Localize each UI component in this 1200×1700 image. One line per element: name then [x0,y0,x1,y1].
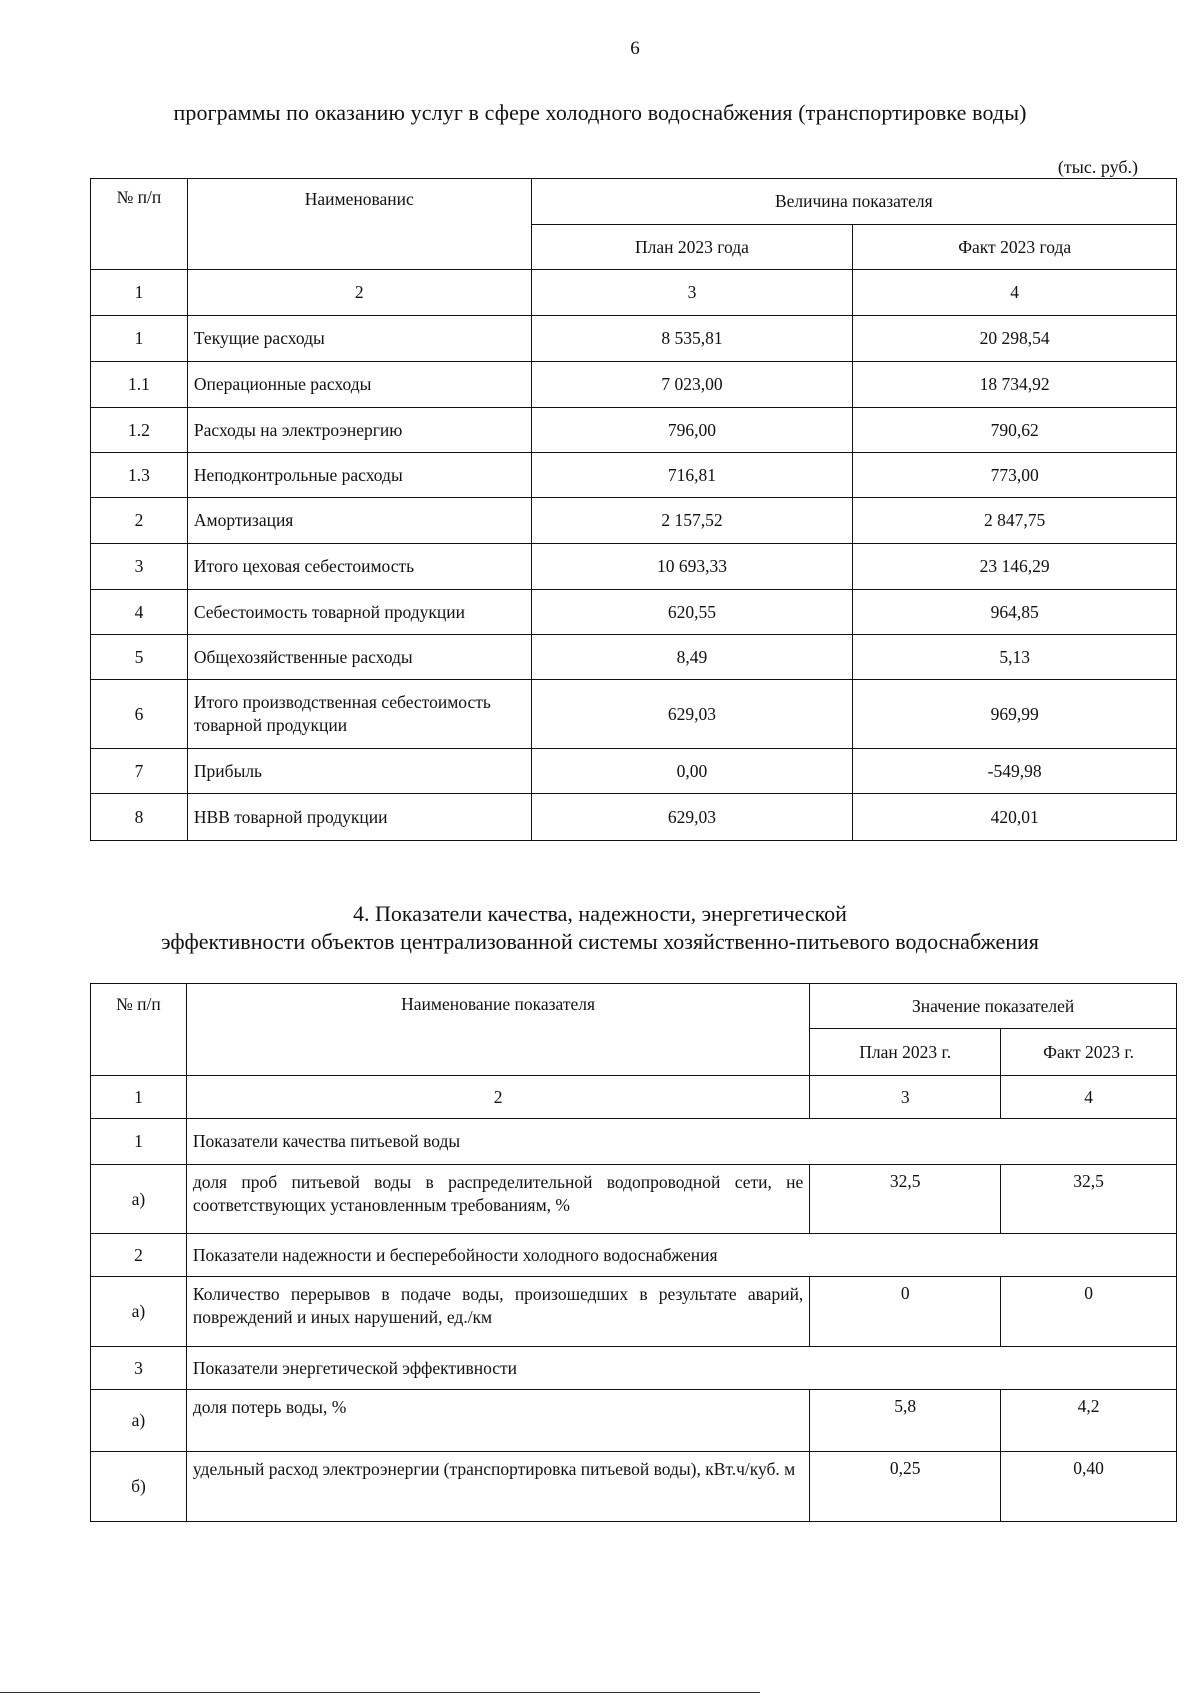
col-number: 4 [1001,1076,1177,1119]
row-plan: 0,25 [810,1452,1001,1522]
row-fact: 790,62 [853,408,1177,453]
row-num: а) [91,1165,187,1234]
table-header-row [91,984,1177,1029]
section-num: 1 [91,1119,187,1165]
section-title: Показатели качества питьевой воды [186,1119,1176,1165]
quality-indicators-table [90,983,1177,1522]
row-name: Неподконтрольные расходы [187,453,531,498]
row-name: Расходы на электроэнергию [187,408,531,453]
row-plan: 620,55 [531,590,853,635]
col-number: 1 [91,270,188,316]
header-name: Наименование показателя [186,984,809,1076]
row-num: 8 [91,794,188,841]
section4-heading-line2: эффективности объектов централизованной системы хозяйственно-питьевого водоснабжения [161,929,1039,954]
table-header-row [91,179,1177,225]
row-num: 5 [91,635,188,680]
row-plan: 0 [810,1277,1001,1347]
row-num: а) [91,1277,187,1347]
row-name: Итого производственная себестоимость товарной продукции [187,680,531,749]
col-number: 3 [531,270,853,316]
row-num: 7 [91,749,188,794]
row-name: Общехозяйственные расходы [187,635,531,680]
row-plan: 0,00 [531,749,853,794]
row-plan: 7 023,00 [531,362,853,408]
section-row [91,1119,1177,1165]
row-name: Итого цеховая себестоимость [187,544,531,590]
row-num: 1.1 [91,362,188,408]
table-row [91,1452,1177,1522]
header-group: Значение показателей [810,984,1177,1029]
section-row [91,1234,1177,1277]
table-row [91,316,1177,362]
table-row [91,1277,1177,1347]
row-name: Текущие расходы [187,316,531,362]
section-title: Показатели энергетической эффективности [186,1347,1176,1390]
row-num: 2 [91,498,188,544]
row-name: Прибыль [187,749,531,794]
row-plan: 796,00 [531,408,853,453]
section4-heading [0,900,1200,956]
table1-heading: программы по оказанию услуг в сфере холодного водоснабжения (транспортировке воды) [173,100,1027,125]
row-fact: -549,98 [853,749,1177,794]
row-fact: 0 [1001,1277,1177,1347]
row-num: 1 [91,316,188,362]
row-fact: 4,2 [1001,1390,1177,1452]
row-fact: 773,00 [853,453,1177,498]
table-row [91,498,1177,544]
col-number: 1 [91,1076,187,1119]
row-plan: 8,49 [531,635,853,680]
col-number: 4 [853,270,1177,316]
row-plan: 8 535,81 [531,316,853,362]
row-fact: 0,40 [1001,1452,1177,1522]
table-row [91,453,1177,498]
row-fact: 32,5 [1001,1165,1177,1234]
row-fact: 2 847,75 [853,498,1177,544]
col-number: 2 [186,1076,809,1119]
column-number-row [91,1076,1177,1119]
row-name: доля проб питьевой воды в распределительной водопроводной сети, не соответствующих установленным требованиям, % [186,1165,809,1234]
table-row [91,794,1177,841]
row-plan: 32,5 [810,1165,1001,1234]
row-fact: 964,85 [853,590,1177,635]
row-fact: 20 298,54 [853,316,1177,362]
table-row [91,680,1177,749]
section-num: 3 [91,1347,187,1390]
table-row [91,544,1177,590]
row-name: Себестоимость товарной продукции [187,590,531,635]
row-fact: 23 146,29 [853,544,1177,590]
row-fact: 420,01 [853,794,1177,841]
section-title: Показатели надежности и бесперебойности холодного водоснабжения [186,1234,1176,1277]
header-plan: План 2023 года [531,225,853,270]
page-number: 6 [630,38,640,59]
header-group: Величина показателя [531,179,1176,225]
row-name: Операционные расходы [187,362,531,408]
table-row [91,1390,1177,1452]
section-row [91,1347,1177,1390]
header-fact: Факт 2023 г. [1001,1029,1177,1076]
row-plan: 629,03 [531,794,853,841]
header-name: Наименованис [187,179,531,270]
table-row [91,749,1177,794]
row-name: НВВ товарной продукции [187,794,531,841]
row-num: б) [91,1452,187,1522]
row-plan: 5,8 [810,1390,1001,1452]
row-num: 1.2 [91,408,188,453]
row-plan: 716,81 [531,453,853,498]
row-num: 4 [91,590,188,635]
table-row [91,635,1177,680]
row-plan: 629,03 [531,680,853,749]
row-num: 3 [91,544,188,590]
column-number-row [91,270,1177,316]
header-num: № п/п [91,984,187,1076]
scan-edge-line [0,1692,760,1693]
row-name: Количество перерывов в подаче воды, произошедших в результате аварий, повреждений и иных нарушений, ед./км [186,1277,809,1347]
header-fact: Факт 2023 года [853,225,1177,270]
row-num: 6 [91,680,188,749]
row-name: доля потерь воды, % [186,1390,809,1452]
header-num: № п/п [91,179,188,270]
row-plan: 10 693,33 [531,544,853,590]
row-num: 1.3 [91,453,188,498]
table-row [91,590,1177,635]
table-row [91,408,1177,453]
row-plan: 2 157,52 [531,498,853,544]
col-number: 3 [810,1076,1001,1119]
section-num: 2 [91,1234,187,1277]
header-plan: План 2023 г. [810,1029,1001,1076]
units-label: (тыс. руб.) [1057,157,1138,177]
row-num: а) [91,1390,187,1452]
row-fact: 5,13 [853,635,1177,680]
col-number: 2 [187,270,531,316]
row-fact: 969,99 [853,680,1177,749]
expenses-table [90,178,1177,841]
row-name: удельный расход электроэнергии (транспортировка питьевой воды), кВт.ч/куб. м [186,1452,809,1522]
row-name: Амортизация [187,498,531,544]
section4-heading-line1: 4. Показатели качества, надежности, энергетической [353,901,847,926]
row-fact: 18 734,92 [853,362,1177,408]
table-row [91,362,1177,408]
table-row [91,1165,1177,1234]
